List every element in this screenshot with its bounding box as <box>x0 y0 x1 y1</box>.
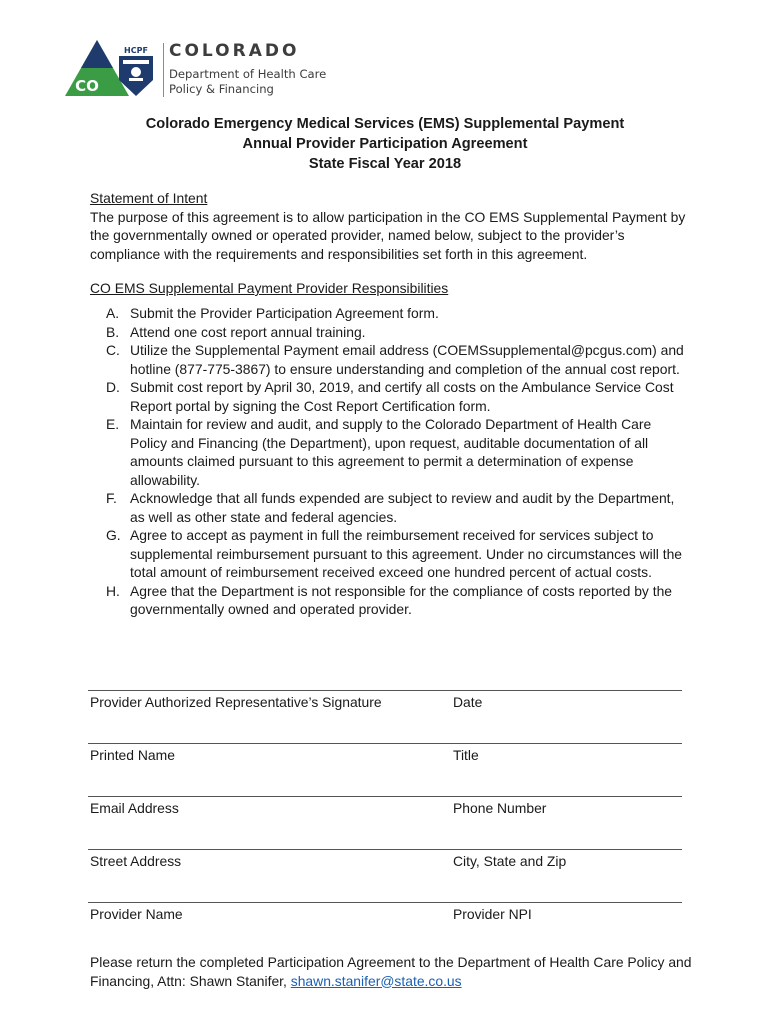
logo-co-text: CO <box>75 77 99 95</box>
return-instructions-text: Please return the completed Participation Agreement to the Department of Health Care Policy and Financing, Attn: Shawn Stanifer, <box>90 954 692 989</box>
city-state-zip-label: City, State and Zip <box>453 853 567 869</box>
list-item: E. Maintain for review and audit, and supply to the Colorado Department of Health Care Policy and Financing (the Department), upon request, auditable documentation of all amounts claimed pursuant to this agreement to permit a determination of expense allowability. <box>106 416 652 488</box>
signature-field-row[interactable] <box>88 690 682 731</box>
logo-divider <box>163 43 164 97</box>
return-instructions <box>90 953 700 990</box>
signature-label: Provider Authorized Representative’s Signature <box>90 694 382 710</box>
provider-npi-label: Provider NPI <box>453 906 532 922</box>
email-address-label: Email Address <box>90 800 179 816</box>
logo-wordmark: COLORADO <box>169 41 300 61</box>
responsibilities-list <box>90 304 690 619</box>
email-field-row[interactable] <box>88 796 682 837</box>
intent-body: The purpose of this agreement is to allow participation in the CO EMS Supplemental Payment by the governmentally owned or operated provider, named below, subject to the provider’s compliance with the requirements and responsibilities set forth in this agreement. <box>90 208 686 262</box>
intent-heading: Statement of Intent <box>90 190 208 206</box>
title-line-2: Annual Provider Participation Agreement <box>242 136 528 152</box>
logo-department-line2: Policy & Financing <box>169 82 274 96</box>
list-item: C. Utilize the Supplemental Payment email address (COEMSsupplemental@pcgus.com) and hotline (877-775-3867) to ensure understanding and completion of the annual cost report. <box>106 342 684 377</box>
address-field-row[interactable] <box>88 849 682 890</box>
responsibilities-heading: CO EMS Supplemental Payment Provider Responsibilities <box>90 280 449 296</box>
document-title <box>0 114 770 174</box>
list-item: A. Submit the Provider Participation Agreement form. <box>106 305 439 321</box>
contact-email-link[interactable]: shawn.stanifer@state.co.us <box>290 972 462 989</box>
logo-department-line1: Department of Health Care <box>169 67 327 81</box>
title-line-3: State Fiscal Year 2018 <box>308 156 462 172</box>
date-label: Date <box>453 694 483 710</box>
list-item: G. Agree to accept as payment in full the reimbursement received for services subject to supplemental reimbursement pursuant to this agreement. Under no circumstances will the total amount of reimbursement received exceed one hundred percent of actual costs. <box>106 527 683 580</box>
statement-of-intent <box>90 189 690 263</box>
provider-name-label: Provider Name <box>90 906 183 922</box>
hcpf-logo <box>63 38 343 102</box>
colorado-triangle-logo-icon <box>63 38 163 102</box>
phone-number-label: Phone Number <box>453 800 547 816</box>
list-item: H. Agree that the Department is not responsible for the compliance of costs reported by the governmentally owned and operated provider. <box>106 582 673 617</box>
list-item: D. Submit cost report by April 30, 2019, and certify all costs on the Ambulance Service Cost Report portal by signing the Cost Report Certification form. <box>106 379 674 414</box>
logo-badge-text: HCPF <box>124 46 148 55</box>
list-item: F. Acknowledge that all funds expended are subject to review and audit by the Department, as well as other state and federal agencies. <box>106 490 675 525</box>
list-item: B. Attend one cost report annual training. <box>106 323 366 340</box>
title-line-1: Colorado Emergency Medical Services (EMS) Supplemental Payment <box>145 116 625 132</box>
title-label: Title <box>453 747 479 763</box>
provider-field-row[interactable] <box>88 902 682 943</box>
printed-name-field-row[interactable] <box>88 743 682 784</box>
street-address-label: Street Address <box>90 853 182 869</box>
printed-name-label: Printed Name <box>90 747 175 763</box>
